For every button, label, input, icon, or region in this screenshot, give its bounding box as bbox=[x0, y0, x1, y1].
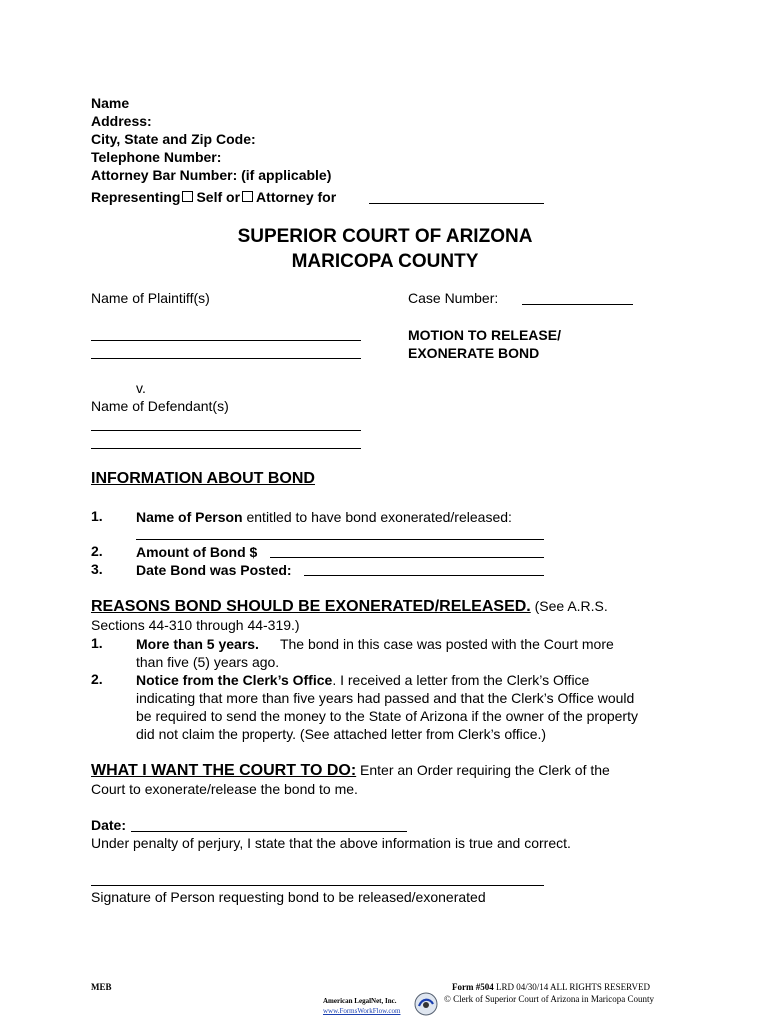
representing-label: Representing bbox=[91, 189, 181, 205]
item-1-rest: entitled to have bond exonerated/released: bbox=[242, 509, 512, 525]
signature-line[interactable] bbox=[91, 885, 544, 886]
reason-1-text-a: The bond in this case was posted with the Court more bbox=[279, 636, 614, 652]
item-1-text bbox=[136, 508, 512, 526]
plaintiff-line-2[interactable] bbox=[91, 358, 361, 359]
name-label: Name bbox=[91, 95, 130, 111]
reason-1-number: 1. bbox=[91, 635, 103, 651]
reason-1-text-b: than five (5) years ago. bbox=[136, 654, 280, 670]
reason-1-text bbox=[136, 635, 614, 671]
county-title: MARICOPA COUNTY bbox=[291, 251, 479, 272]
case-number-label: Case Number: bbox=[408, 290, 499, 306]
plaintiff-line-1[interactable] bbox=[91, 340, 361, 341]
motion-title-2: EXONERATE BOND bbox=[408, 345, 540, 361]
person-name-line[interactable] bbox=[136, 539, 544, 540]
plaintiff-label: Name of Plaintiff(s) bbox=[91, 290, 210, 306]
reason-2-text-c: be required to send the money to the State of Arizona if the owner of the property bbox=[136, 708, 638, 724]
request-text-b: Court to exonerate/release the bond to me. bbox=[91, 781, 358, 797]
defendant-label: Name of Defendant(s) bbox=[91, 398, 229, 414]
request-heading: WHAT I WANT THE COURT TO DO: bbox=[91, 762, 357, 779]
telephone-label: Telephone Number: bbox=[91, 149, 222, 165]
filer-header bbox=[91, 94, 331, 184]
signature-label: Signature of Person requesting bond to be released/exonerated bbox=[91, 889, 486, 905]
item-3-text: Date Bond was Posted: bbox=[136, 562, 292, 578]
item-1-number: 1. bbox=[91, 508, 103, 524]
bond-date-line[interactable] bbox=[304, 575, 544, 576]
attorney-for-line[interactable] bbox=[369, 203, 544, 204]
court-title: SUPERIOR COURT OF ARIZONA bbox=[237, 226, 533, 247]
attorney-for-label: Attorney for bbox=[256, 189, 337, 205]
reason-2-text-d: did not claim the property. (See attached letter from Clerk’s office.) bbox=[136, 726, 547, 742]
date-line[interactable] bbox=[131, 831, 407, 832]
case-number-line[interactable] bbox=[522, 304, 633, 305]
reason-1-bold: More than 5 years. bbox=[136, 636, 259, 652]
defendant-line-2[interactable] bbox=[91, 448, 361, 449]
reason-2-number: 2. bbox=[91, 671, 103, 687]
reason-2-text-a: . I received a letter from the Clerk’s Office bbox=[332, 672, 590, 688]
representing-row bbox=[91, 188, 336, 206]
reason-2-text bbox=[136, 671, 638, 743]
motion-title-1: MOTION TO RELEASE/ bbox=[408, 327, 561, 343]
item-1-bold: Name of Person bbox=[136, 509, 243, 525]
publisher-badge[interactable] bbox=[319, 991, 439, 1019]
date-label: Date: bbox=[91, 817, 127, 833]
publisher-name: American LegalNet, Inc. bbox=[323, 997, 397, 1005]
reasons-note: (See A.R.S. bbox=[530, 598, 608, 614]
footer-form-rest: LRD 04/30/14 ALL RIGHTS RESERVED bbox=[493, 982, 650, 992]
self-checkbox[interactable] bbox=[182, 191, 193, 202]
footer-copyright: © Clerk of Superior Court of Arizona in Maricopa County bbox=[444, 994, 655, 1004]
request-row bbox=[91, 762, 610, 780]
city-state-zip-label: City, State and Zip Code: bbox=[91, 131, 256, 147]
publisher-url[interactable]: www.FormsWorkFlow.com bbox=[323, 1007, 401, 1015]
perjury-statement: Under penalty of perjury, I state that the above information is true and correct. bbox=[91, 835, 571, 851]
reason-2-bold: Notice from the Clerk’s Office bbox=[136, 672, 333, 688]
footer-code: MEB bbox=[91, 982, 112, 992]
bond-info-heading: INFORMATION ABOUT BOND bbox=[91, 470, 315, 487]
versus-label: v. bbox=[136, 380, 146, 396]
attorney-bar-label: Attorney Bar Number: (if applicable) bbox=[91, 167, 332, 183]
reasons-heading: REASONS BOND SHOULD BE EXONERATED/RELEASED. bbox=[91, 598, 531, 615]
footer-form-number: Form #504 bbox=[452, 982, 494, 992]
item-2-number: 2. bbox=[91, 543, 103, 559]
publisher-logo-icon bbox=[414, 992, 438, 1016]
attorney-checkbox[interactable] bbox=[242, 191, 253, 202]
address-label: Address: bbox=[91, 113, 152, 129]
defendant-line-1[interactable] bbox=[91, 430, 361, 431]
item-3-number: 3. bbox=[91, 561, 103, 577]
reasons-note-line2: Sections 44-310 through 44-319.) bbox=[91, 617, 300, 633]
reason-2-text-b: indicating that more than five years had passed and that the Clerk’s Office would bbox=[136, 690, 635, 706]
item-2-text: Amount of Bond $ bbox=[136, 544, 258, 560]
footer-form-row bbox=[452, 982, 650, 992]
reasons-heading-row bbox=[91, 598, 608, 616]
request-text-a: Enter an Order requiring the Clerk of the bbox=[356, 762, 610, 778]
bond-amount-line[interactable] bbox=[270, 557, 544, 558]
self-label: Self or bbox=[196, 189, 241, 205]
